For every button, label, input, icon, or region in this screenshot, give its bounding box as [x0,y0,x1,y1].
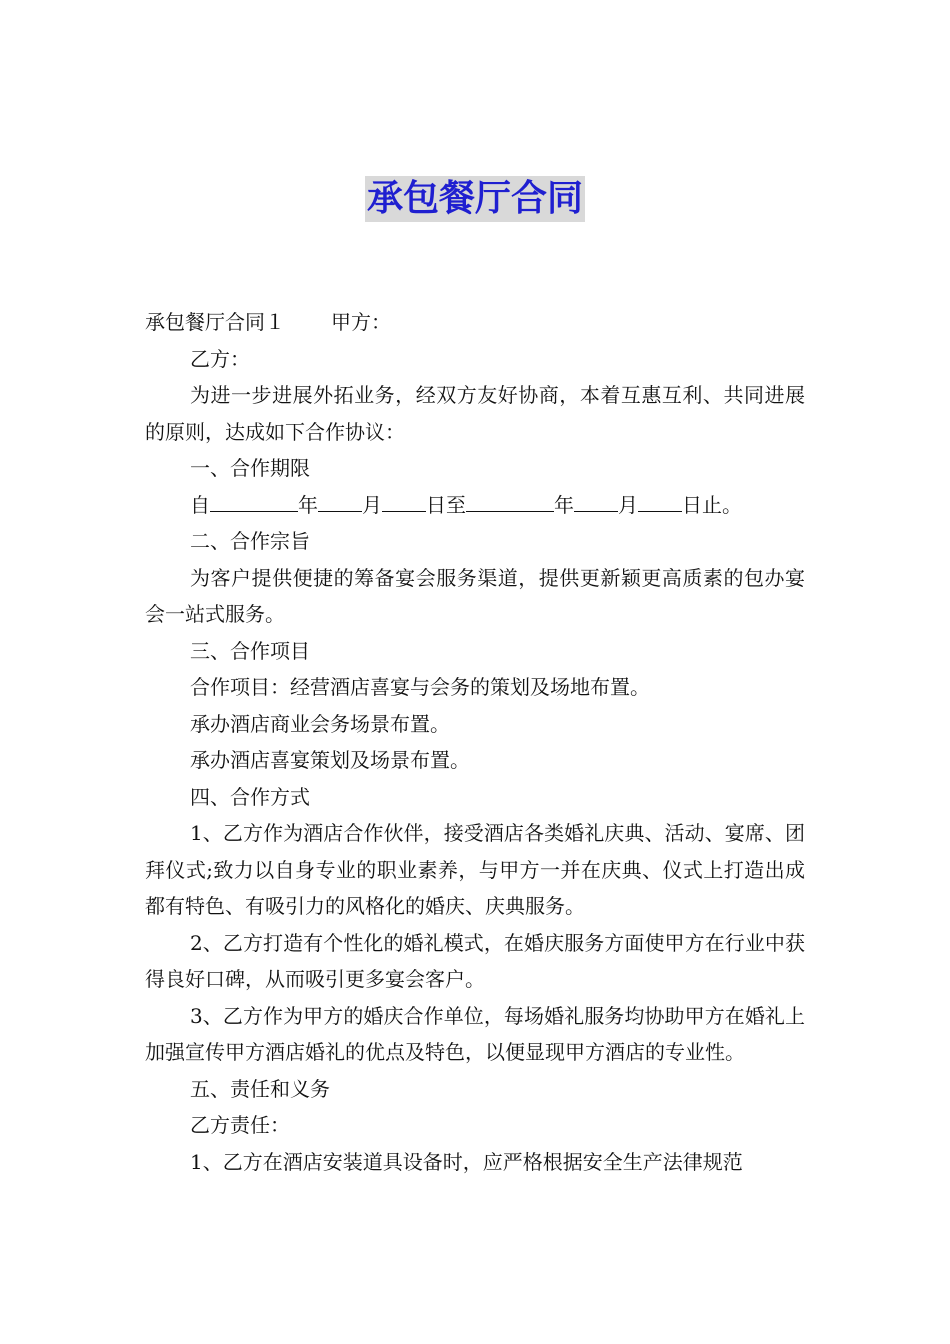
paragraph: 乙方： [190,346,250,371]
blank-field [382,491,426,512]
paragraph: 3、乙方作为甲方的婚庆合作单位，每场婚礼服务均协助甲方在婚礼上加强宣传甲方酒店婚礼的优点及特色，以便显现甲方酒店的专业性。 [145,1003,805,1064]
paragraph: 1、乙方作为酒店合作伙伴，接受酒店各类婚礼庆典、活动、宴席、团拜仪式;致力以自身专业的职业素养，与甲方一并在庆典、仪式上打造出成都有特色、有吸引力的风格化的婚庆、庆典服务。 [145,821,805,918]
intro-line [145,304,805,341]
term-from: 自 [190,492,210,517]
blank-field [210,491,298,512]
term-day-to: 日至 [426,492,466,517]
paragraph: 为进一步进展外拓业务，经双方友好协商，本着互惠互利、共同进展的原则，达成如下合作协议： [145,383,805,444]
term-month: 月 [618,492,638,517]
paragraph: 1、乙方在酒店安装道具设备时，应严格根据安全生产法律规范 [190,1149,743,1174]
section-heading-purpose: 二、合作宗旨 [190,529,310,553]
paragraph: 2、乙方打造有个性化的婚礼模式，在婚庆服务方面使甲方在行业中获得良好口碑，从而吸引更多宴会客户。 [145,930,805,991]
section-heading-projects: 三、合作项目 [190,638,310,663]
blank-field [466,491,554,512]
paragraph: 承办酒店喜宴策划及场景布置。 [190,748,470,772]
paragraph: 承办酒店商业会务场景布置。 [190,711,450,736]
paragraph: 合作项目：经营酒店喜宴与会务的策划及场地布置。 [190,675,650,699]
section-heading-method: 四、合作方式 [190,784,310,809]
blank-field [638,491,682,512]
section-heading-term: 一、合作期限 [190,456,310,480]
contract-heading: 承包餐厅合同１ [145,310,285,334]
paragraph: 为客户提供便捷的筹备宴会服务渠道，提供更新颖更高质素的包办宴会一站式服务。 [145,565,805,626]
term-year: 年 [298,492,318,517]
title-container [0,176,950,222]
blank-field [318,491,362,512]
term-year: 年 [554,492,574,517]
term-month: 月 [362,492,382,517]
party-a-label: 甲方： [331,310,391,334]
blank-field [574,491,618,512]
section-heading-duties: 五、责任和义务 [190,1076,330,1101]
paragraph: 乙方责任： [190,1113,290,1137]
document-body [145,304,805,1180]
term-day-end: 日止。 [682,492,742,517]
document-title: 承包餐厅合同 [365,176,585,222]
term-line [145,487,805,524]
